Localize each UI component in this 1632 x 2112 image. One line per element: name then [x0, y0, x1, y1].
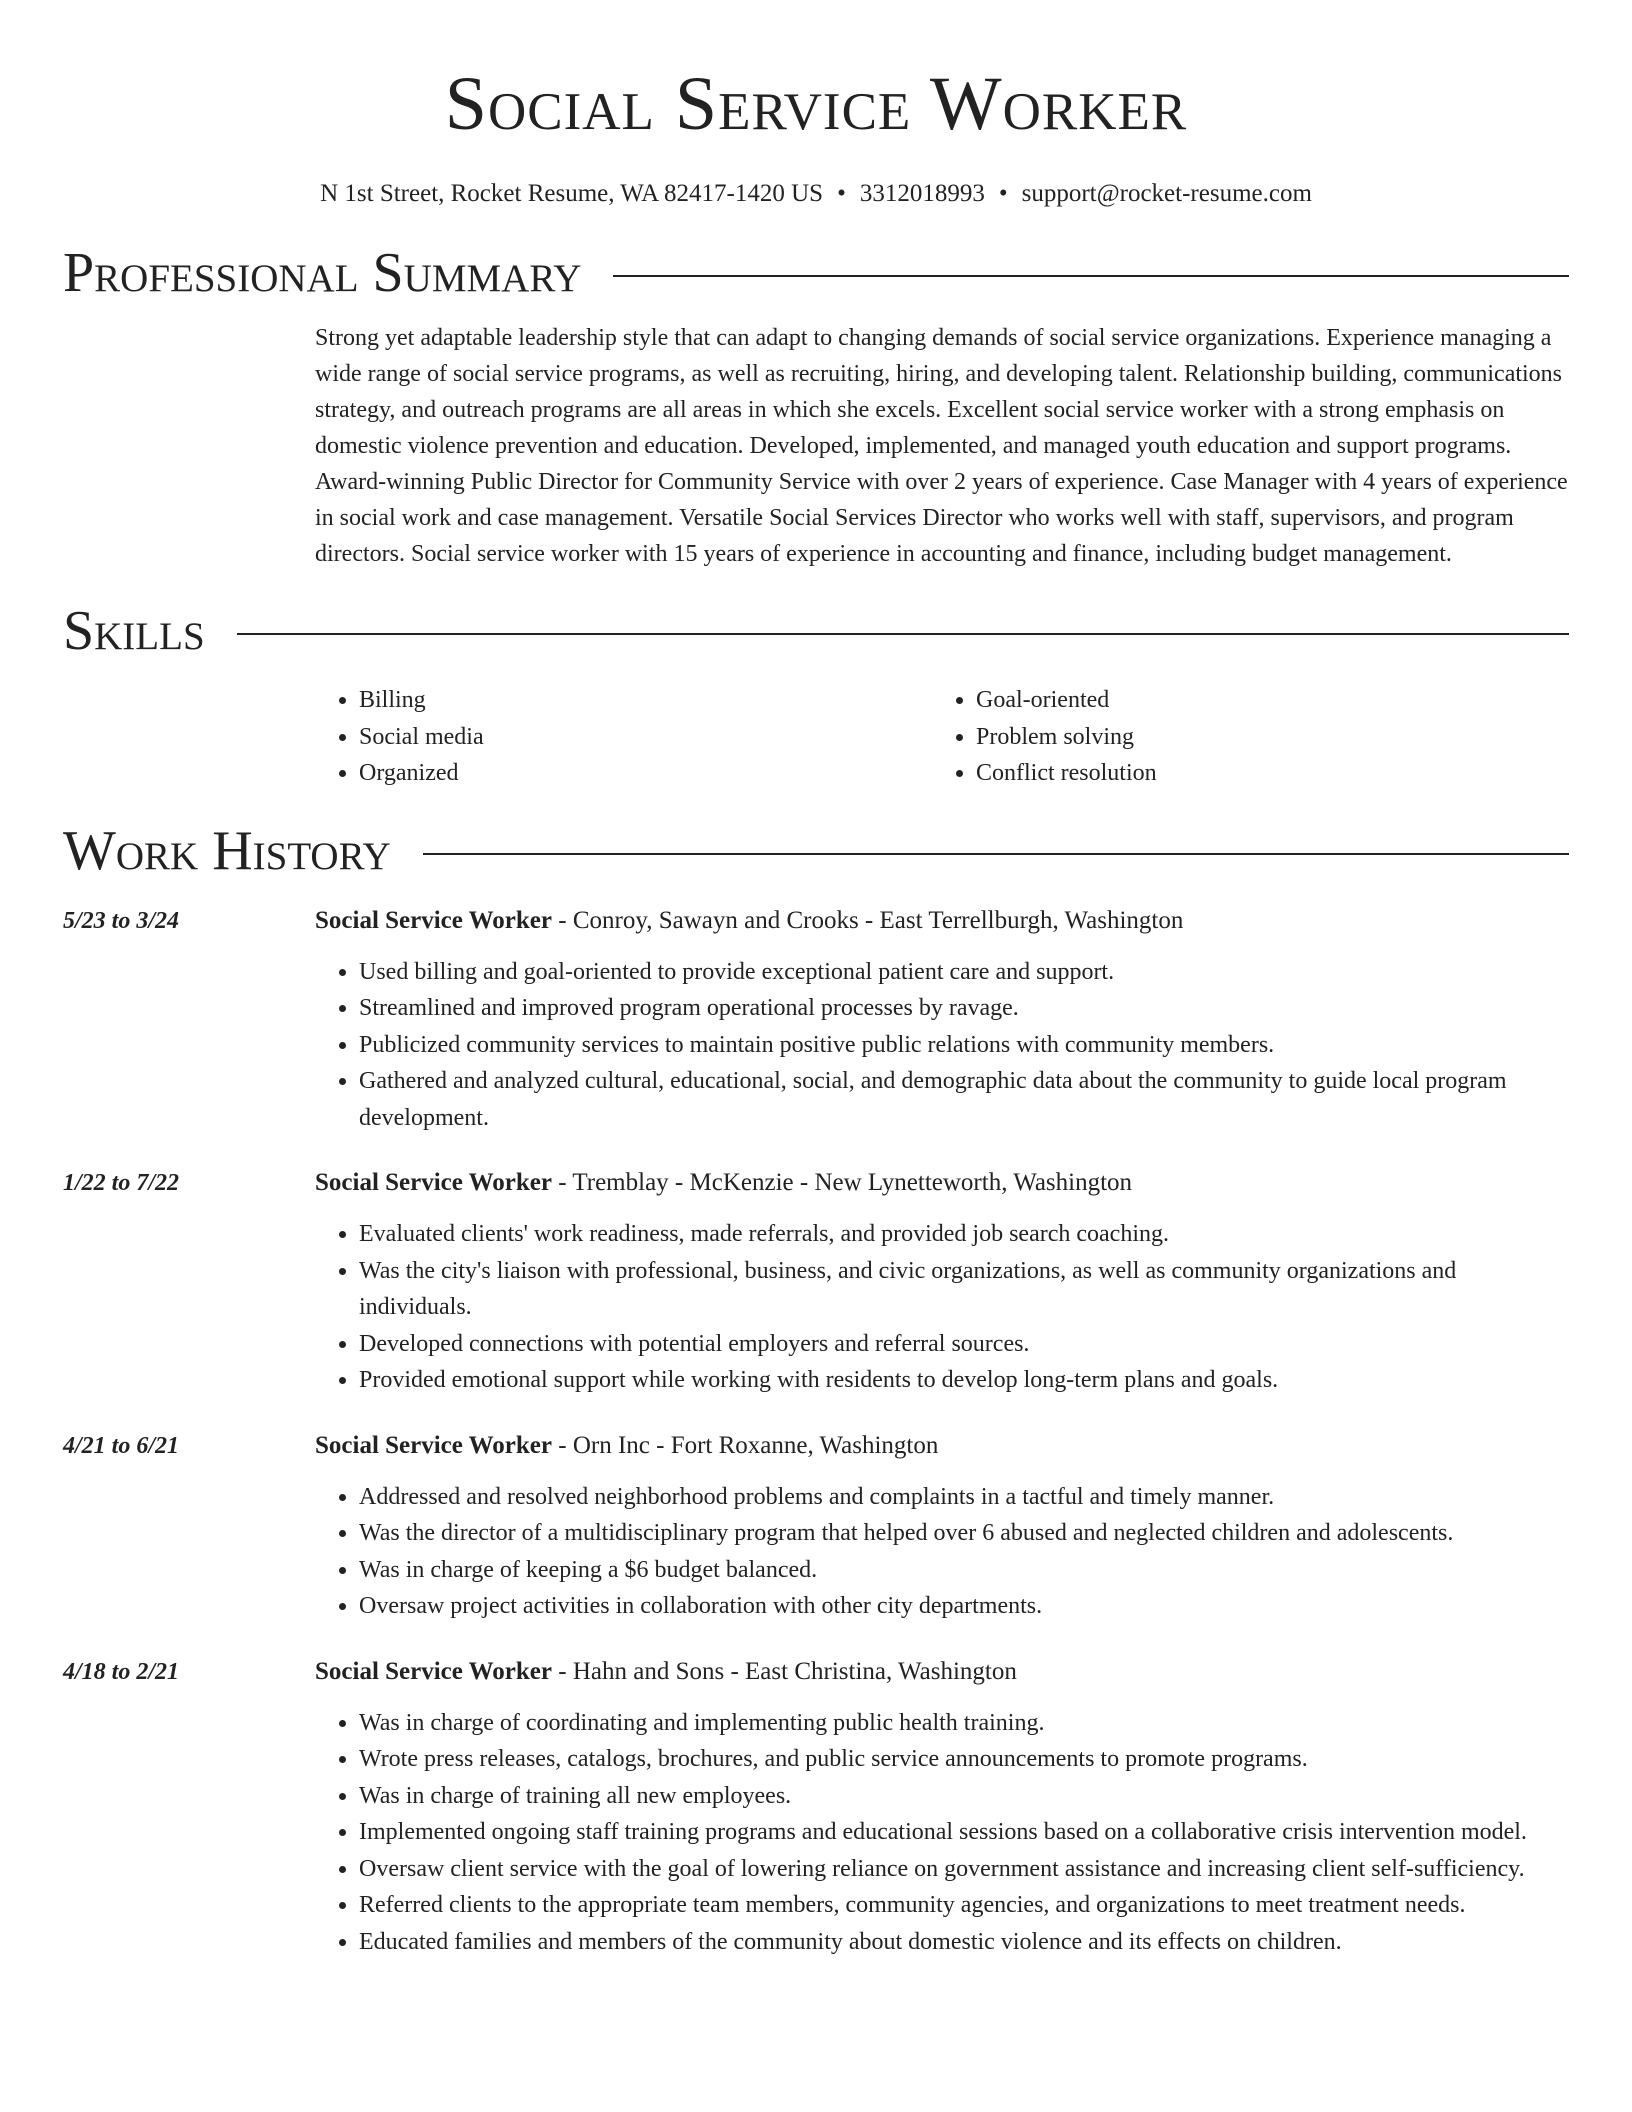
- job-bullet: • Streamlined and improved program operational processes by ravage.: [359, 990, 1569, 1027]
- work-section-header: [63, 818, 1569, 884]
- job-bullets: [315, 954, 1569, 1137]
- job-details: [315, 1655, 1569, 1961]
- job-employer-location: - Tremblay - McKenzie - New Lynetteworth, Washington: [552, 1169, 1133, 1196]
- job-bullets: [315, 1216, 1569, 1399]
- job-bullet: • Oversaw project activities in collaboration with other city departments.: [359, 1588, 1569, 1625]
- job-bullets: [315, 1479, 1569, 1625]
- job-details: [315, 1166, 1569, 1399]
- skills-column-right: [932, 682, 1549, 792]
- job-details: [315, 904, 1569, 1137]
- job-title: Social Service Worker: [315, 1169, 552, 1196]
- skill-item: • Goal-oriented: [976, 682, 1549, 719]
- job-entry: [63, 1166, 1569, 1399]
- contact-email: support@rocket-resume.com: [1021, 180, 1312, 207]
- job-bullet: • Was the city's liaison with professional, business, and civic organizations, as well as community organizations and individuals.: [359, 1253, 1569, 1326]
- job-details: [315, 1429, 1569, 1625]
- job-heading: [315, 904, 1569, 938]
- job-bullet: • Educated families and members of the community about domestic violence and its effects on children.: [359, 1924, 1569, 1961]
- job-bullet: • Used billing and goal-oriented to provide exceptional patient care and support.: [359, 954, 1569, 991]
- skills-column-left: [315, 682, 932, 792]
- job-bullet: • Gathered and analyzed cultural, educational, social, and demographic data about the community to guide local program development.: [359, 1063, 1569, 1136]
- job-title: Social Service Worker: [315, 1657, 552, 1685]
- skill-item: • Social media: [359, 719, 932, 756]
- job-dates: 5/23 to 3/24: [63, 907, 180, 934]
- job-bullet: • Developed connections with potential employers and referral sources.: [359, 1326, 1569, 1363]
- skills-list: [315, 682, 1569, 792]
- job-bullet: • Was in charge of keeping a $6 budget balanced.: [359, 1552, 1569, 1589]
- job-employer-location: - Hahn and Sons - East Christina, Washington: [552, 1657, 1017, 1685]
- candidate-name: Social Service Worker: [444, 62, 1188, 146]
- contact-phone: 3312018993: [859, 180, 985, 207]
- skill-item: • Problem solving: [976, 719, 1549, 756]
- summary-section-title: Professional Summary: [63, 242, 582, 304]
- job-title: Social Service Worker: [315, 906, 552, 934]
- contact-line: [63, 178, 1569, 210]
- section-divider: [423, 853, 1569, 855]
- job-bullet: • Provided emotional support while working with residents to develop long-term plans and goals.: [359, 1362, 1569, 1399]
- job-dates: 4/18 to 2/21: [63, 1658, 180, 1685]
- contact-address: N 1st Street, Rocket Resume, WA 82417-1420 US: [320, 180, 824, 207]
- job-bullet: • Implemented ongoing staff training programs and educational sessions based on a collaborative crisis intervention model.: [359, 1814, 1569, 1851]
- job-entry: [63, 1655, 1569, 1961]
- job-heading: [315, 1655, 1569, 1689]
- job-bullet: • Was in charge of training all new employees.: [359, 1778, 1569, 1815]
- job-dates: 4/21 to 6/21: [63, 1432, 180, 1459]
- contact-separator: •: [837, 180, 846, 207]
- job-bullet: • Publicized community services to maintain positive public relations with community members.: [359, 1027, 1569, 1064]
- job-employer-location: - Orn Inc - Fort Roxanne, Washington: [552, 1431, 939, 1459]
- job-bullet: • Evaluated clients' work readiness, made referrals, and provided job search coaching.: [359, 1216, 1569, 1253]
- job-bullet: • Oversaw client service with the goal of lowering reliance on government assistance and increasing client self-sufficiency.: [359, 1851, 1569, 1888]
- job-bullet: • Was the director of a multidisciplinary program that helped over 6 abused and neglected children and adolescents.: [359, 1515, 1569, 1552]
- job-bullet: • Addressed and resolved neighborhood problems and complaints in a tactful and timely manner.: [359, 1479, 1569, 1516]
- work-section-title: Work History: [63, 819, 391, 882]
- skill-item: • Billing: [359, 682, 932, 719]
- job-bullets: [315, 1705, 1569, 1961]
- skills-section-header: [63, 598, 1569, 664]
- section-divider: [237, 633, 1569, 635]
- section-divider: [613, 275, 1569, 277]
- job-heading: [315, 1166, 1569, 1200]
- skill-item: • Conflict resolution: [976, 755, 1549, 792]
- summary-text: Strong yet adaptable leadership style that can adapt to changing demands of social service organizations. Experience managing a wide range of social service programs, as well as recruiting, hiring, and developing talent. Relationship building, communications strategy, and outreach programs are all areas in which she excels. Excellent social service worker with a strong emphasis on domestic violence prevention and education. Developed, implemented, and managed youth education and support programs. Award-winning Public Director for Community Service with over 2 years of experience. Case Manager with 4 years of experience in social work and case management. Versatile Social Services Director who works well with staff, supervisors, and program directors. Social service worker with 15 years of experience in accounting and finance, including budget management.: [315, 325, 1568, 567]
- job-entry: [63, 1429, 1569, 1625]
- job-dates: 1/22 to 7/22: [63, 1170, 180, 1196]
- summary-section-header: [63, 240, 1569, 306]
- job-bullet: • Wrote press releases, catalogs, brochures, and public service announcements to promote programs.: [359, 1741, 1569, 1778]
- job-entry: [63, 904, 1569, 1137]
- contact-separator: •: [998, 180, 1008, 207]
- job-bullet: • Was in charge of coordinating and implementing public health training.: [359, 1705, 1569, 1742]
- job-title: Social Service Worker: [315, 1431, 552, 1459]
- skills-section-title: Skills: [63, 600, 205, 662]
- job-bullet: • Referred clients to the appropriate team members, community agencies, and organizations to meet treatment needs.: [359, 1887, 1569, 1924]
- job-heading: [315, 1429, 1569, 1463]
- job-employer-location: - Conroy, Sawayn and Crooks - East Terrellburgh, Washington: [552, 906, 1184, 934]
- skill-item: • Organized: [359, 755, 932, 792]
